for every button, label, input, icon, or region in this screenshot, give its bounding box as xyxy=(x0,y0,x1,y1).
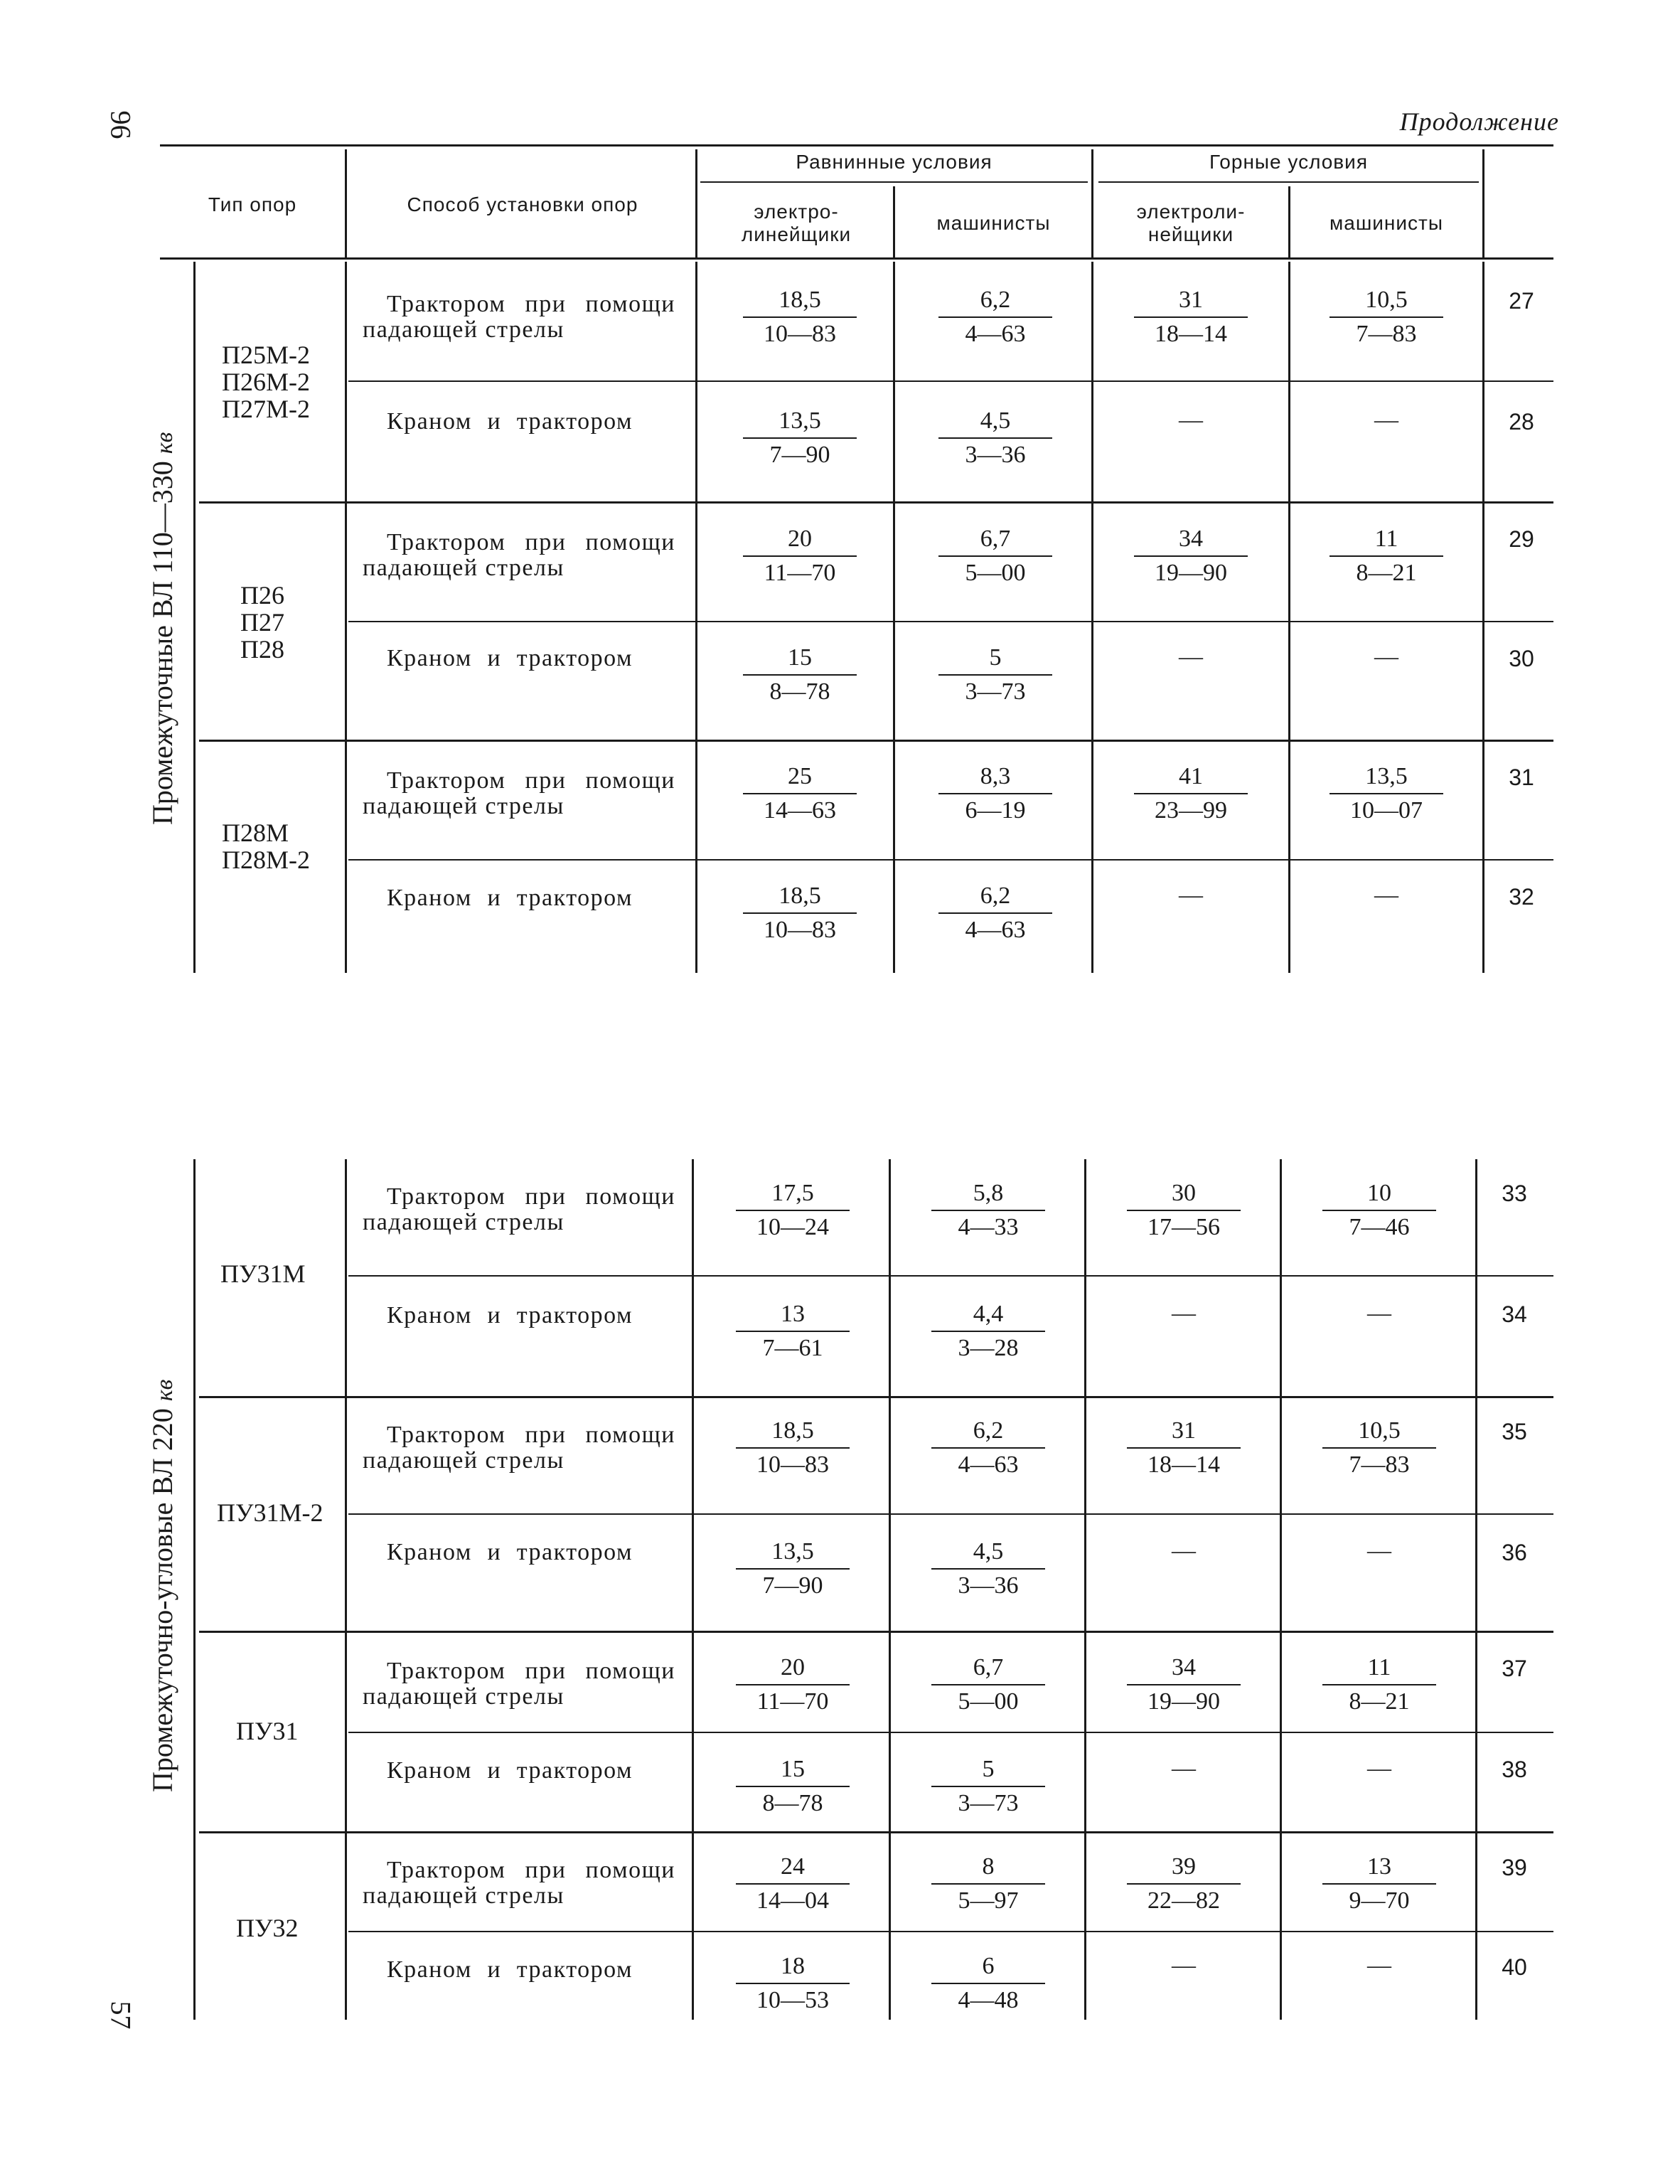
value-plain-mach: $\frac{6,2}{4—63}$ xyxy=(931,1417,1045,1479)
method-cell: Краном и трактором xyxy=(387,408,633,435)
header-mountain: Горные условия xyxy=(1209,151,1368,173)
method-cell: Краном и трактором xyxy=(387,1757,633,1784)
value-plain-mach: $\frac{4,5}{3—36}$ xyxy=(931,1538,1045,1600)
value-mountain-elec: — xyxy=(1179,407,1203,433)
value-mountain-mach: — xyxy=(1374,882,1398,908)
method-cell: Краном и трактором xyxy=(387,1956,633,1983)
method-cell: Трактором при помощи падающей стрелы xyxy=(363,1857,675,1909)
header-plain: Равнинные условия xyxy=(796,151,993,173)
header-mach-mtn: машинисты xyxy=(1329,212,1443,234)
row-number: 35 xyxy=(1502,1419,1527,1444)
value-mountain-mach: $\frac{10,5}{7—83}$ xyxy=(1322,1417,1436,1479)
value-plain-mach: $\frac{8,3}{6—19}$ xyxy=(938,762,1052,825)
row-number: 32 xyxy=(1509,884,1534,910)
method-cell: Краном и трактором xyxy=(387,1302,633,1328)
support-type-group: ПУ31М-2 xyxy=(217,1498,323,1527)
row-number: 34 xyxy=(1502,1301,1527,1327)
header-type: Тип опор xyxy=(208,193,297,215)
value-plain-mach: $\frac{8}{5—97}$ xyxy=(931,1853,1045,1915)
value-plain-elec: $\frac{20}{11—70}$ xyxy=(743,525,857,587)
support-type-group: П28М П28М-2 xyxy=(222,819,310,874)
value-mountain-elec: $\frac{34}{19—90}$ xyxy=(1134,525,1248,587)
value-plain-elec: $\frac{24}{14—04}$ xyxy=(736,1853,850,1915)
support-type-group: П26 П27 П28 xyxy=(240,581,284,664)
value-plain-elec: $\frac{13,5}{7—90}$ xyxy=(743,407,857,469)
value-plain-mach: $\frac{4,4}{3—28}$ xyxy=(931,1300,1045,1363)
row-number: 30 xyxy=(1509,646,1534,671)
value-mountain-mach: $\frac{11}{8—21}$ xyxy=(1322,1653,1436,1716)
value-plain-elec: $\frac{13,5}{7—90}$ xyxy=(736,1538,850,1600)
page-number-top: 96 xyxy=(105,110,137,139)
value-mountain-mach: $\frac{10}{7—46}$ xyxy=(1322,1179,1436,1242)
value-mountain-elec: — xyxy=(1172,1755,1196,1781)
value-plain-mach: $\frac{5,8}{4—33}$ xyxy=(931,1179,1045,1242)
value-plain-mach: $\frac{6,7}{5—00}$ xyxy=(931,1653,1045,1716)
support-type-group: ПУ31 xyxy=(236,1717,299,1745)
method-cell: Трактором при помощи падающей стрелы xyxy=(363,529,675,581)
value-mountain-elec: — xyxy=(1172,1300,1196,1326)
row-number: 38 xyxy=(1502,1757,1527,1782)
header-mach-plain: машинисты xyxy=(936,212,1051,234)
row-number: 37 xyxy=(1502,1656,1527,1681)
value-plain-elec: $\frac{18,5}{10—83}$ xyxy=(743,286,857,348)
value-mountain-elec: $\frac{39}{22—82}$ xyxy=(1127,1853,1241,1915)
value-plain-elec: $\frac{25}{14—63}$ xyxy=(743,762,857,825)
value-mountain-mach: — xyxy=(1367,1538,1391,1564)
value-plain-mach: $\frac{5}{3—73}$ xyxy=(931,1755,1045,1818)
value-mountain-elec: — xyxy=(1179,882,1203,908)
section-label: Промежуточные ВЛ 110—330 кв xyxy=(146,432,178,825)
value-mountain-mach: — xyxy=(1367,1755,1391,1781)
value-plain-mach: $\frac{4,5}{3—36}$ xyxy=(938,407,1052,469)
value-mountain-mach: $\frac{10,5}{7—83}$ xyxy=(1329,286,1443,348)
continuation-label: Продолжение xyxy=(1399,107,1559,136)
section-label: Промежуточно-угловые ВЛ 220 кв xyxy=(146,1379,178,1792)
row-number: 27 xyxy=(1509,288,1534,314)
value-mountain-elec: $\frac{41}{23—99}$ xyxy=(1134,762,1248,825)
value-mountain-mach: $\frac{13,5}{10—07}$ xyxy=(1329,762,1443,825)
value-plain-elec: $\frac{15}{8—78}$ xyxy=(743,644,857,706)
value-plain-mach: $\frac{6,2}{4—63}$ xyxy=(938,882,1052,944)
method-cell: Трактором при помощи падающей стрелы xyxy=(363,291,675,343)
value-mountain-elec: $\frac{30}{17—56}$ xyxy=(1127,1179,1241,1242)
value-plain-mach: $\frac{6}{4—48}$ xyxy=(931,1952,1045,2015)
value-plain-elec: $\frac{18}{10—53}$ xyxy=(736,1952,850,2015)
row-number: 29 xyxy=(1509,526,1534,552)
method-cell: Трактором при помощи падающей стрелы xyxy=(363,1183,675,1235)
value-mountain-mach: — xyxy=(1374,407,1398,433)
value-mountain-mach: $\frac{13}{9—70}$ xyxy=(1322,1853,1436,1915)
value-mountain-elec: $\frac{34}{19—90}$ xyxy=(1127,1653,1241,1716)
header-method: Способ установки опор xyxy=(407,193,638,215)
value-plain-mach: $\frac{5}{3—73}$ xyxy=(938,644,1052,706)
value-mountain-mach: — xyxy=(1367,1952,1391,1978)
value-plain-elec: $\frac{13}{7—61}$ xyxy=(736,1300,850,1363)
value-mountain-elec: — xyxy=(1179,644,1203,670)
value-plain-mach: $\frac{6,2}{4—63}$ xyxy=(938,286,1052,348)
row-number: 28 xyxy=(1509,409,1534,435)
method-cell: Трактором при помощи падающей стрелы xyxy=(363,767,675,819)
method-cell: Краном и трактором xyxy=(387,1539,633,1565)
value-mountain-elec: $\frac{31}{18—14}$ xyxy=(1134,286,1248,348)
value-mountain-elec: — xyxy=(1172,1538,1196,1564)
page-number-bottom: 57 xyxy=(105,2001,137,2030)
method-cell: Краном и трактором xyxy=(387,645,633,671)
value-plain-mach: $\frac{6,7}{5—00}$ xyxy=(938,525,1052,587)
method-cell: Краном и трактором xyxy=(387,885,633,911)
value-mountain-elec: $\frac{31}{18—14}$ xyxy=(1127,1417,1241,1479)
row-number: 36 xyxy=(1502,1540,1527,1565)
value-plain-elec: $\frac{17,5}{10—24}$ xyxy=(736,1179,850,1242)
value-plain-elec: $\frac{18,5}{10—83}$ xyxy=(743,882,857,944)
row-number: 33 xyxy=(1502,1181,1527,1206)
value-plain-elec: $\frac{20}{11—70}$ xyxy=(736,1653,850,1716)
support-type-group: П25М-2 П26М-2 П27М-2 xyxy=(222,341,310,423)
value-mountain-mach: $\frac{11}{8—21}$ xyxy=(1329,525,1443,587)
value-plain-elec: $\frac{15}{8—78}$ xyxy=(736,1755,850,1818)
value-mountain-mach: — xyxy=(1374,644,1398,670)
support-type-group: ПУ31М xyxy=(220,1259,306,1288)
row-number: 31 xyxy=(1509,765,1534,790)
row-number: 40 xyxy=(1502,1954,1527,1980)
support-type-group: ПУ32 xyxy=(236,1914,299,1942)
row-number: 39 xyxy=(1502,1855,1527,1880)
value-plain-elec: $\frac{18,5}{10—83}$ xyxy=(736,1417,850,1479)
method-cell: Трактором при помощи падающей стрелы xyxy=(363,1658,675,1710)
value-mountain-mach: — xyxy=(1367,1300,1391,1326)
header-elec-plain: электро- линейщики xyxy=(741,201,852,245)
header-elec-mtn: электроли- нейщики xyxy=(1136,201,1246,245)
method-cell: Трактором при помощи падающей стрелы xyxy=(363,1422,675,1474)
value-mountain-elec: — xyxy=(1172,1952,1196,1978)
